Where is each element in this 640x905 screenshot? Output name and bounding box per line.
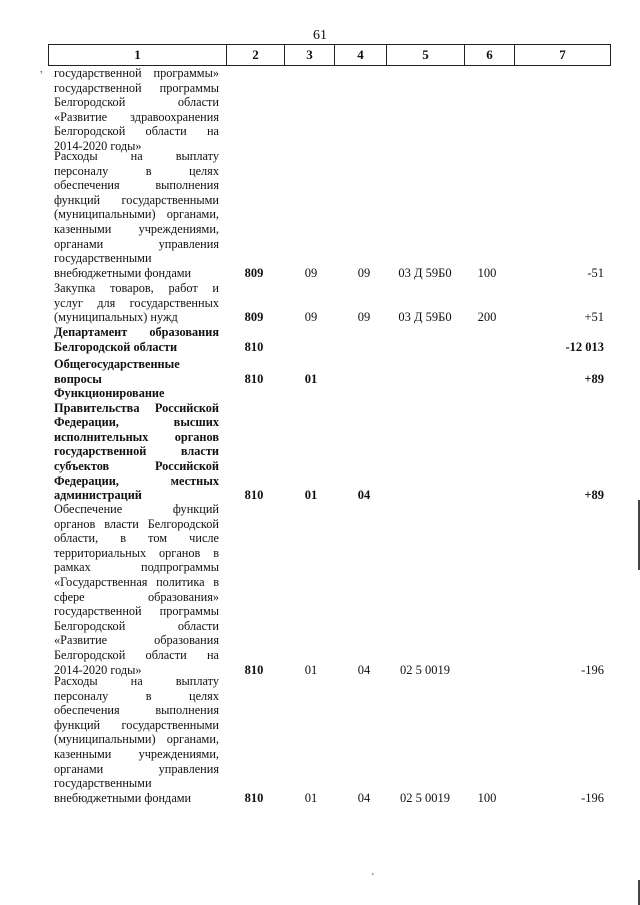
- description-line: внебюджетными фондами: [54, 790, 192, 805]
- description-line: Федерации, высших: [54, 415, 219, 430]
- margin-mark: ': [372, 872, 374, 883]
- description-line: «Развитие образования: [54, 633, 219, 648]
- cell-col4: 09: [357, 310, 371, 325]
- cell-col4: 09: [357, 265, 371, 280]
- cell-col5: 03 Д 59Б0: [398, 265, 452, 280]
- description-line: 2014-2020 годы»: [54, 662, 142, 677]
- description-line: субъектов Российской: [54, 458, 219, 473]
- cell-col2: 809: [244, 310, 264, 325]
- description-line: государственными: [54, 251, 152, 266]
- description-line: Белгородской области: [54, 618, 219, 633]
- description-line: государственными: [54, 776, 152, 791]
- column-header: 6: [465, 45, 515, 66]
- row-description: [54, 357, 219, 386]
- cell-col7: +89: [584, 371, 604, 386]
- margin-mark: ,: [40, 64, 43, 75]
- cell-col3: 01: [304, 790, 318, 805]
- description-line: Белгородской области: [54, 95, 219, 110]
- description-line: рамках подпрограммы: [54, 560, 219, 575]
- description-line: (муниципальными) органами,: [54, 732, 219, 747]
- description-line: области, в том числе: [54, 531, 219, 546]
- description-line: Расходы на выплату: [54, 674, 219, 688]
- description-line: Общегосударственные: [54, 357, 180, 371]
- cell-col5: 02 5 0019: [400, 790, 450, 805]
- cell-col6: 100: [477, 790, 497, 805]
- description-line: Белгородской области: [54, 339, 178, 354]
- cell-col2: 810: [244, 488, 264, 503]
- description-line: органами управления: [54, 761, 219, 776]
- description-line: функций государственными: [54, 717, 219, 732]
- description-line: (муниципальных) нужд: [54, 310, 178, 325]
- cell-col7: +89: [584, 488, 604, 503]
- description-line: Департамент образования: [54, 325, 219, 339]
- column-header: 3: [285, 45, 335, 66]
- column-header: 7: [515, 45, 611, 66]
- description-line: Расходы на выплату: [54, 149, 219, 163]
- cell-col7: -196: [581, 662, 604, 677]
- column-header: 4: [335, 45, 387, 66]
- cell-col7: -12 013: [565, 339, 604, 354]
- description-line: «Государственная политика в: [54, 574, 219, 589]
- description-line: «Развитие здравоохранения: [54, 109, 219, 124]
- cell-col2: 810: [244, 790, 264, 805]
- cell-col6: 100: [477, 265, 497, 280]
- page-number: 61: [313, 28, 327, 43]
- description-line: функций государственными: [54, 192, 219, 207]
- description-line: Белгородской области на: [54, 647, 219, 662]
- description-line: 2014-2020 годы»: [54, 138, 142, 153]
- description-line: персоналу в целях: [54, 163, 219, 178]
- description-line: государственной программы: [54, 80, 219, 95]
- description-line: Белгородской области на: [54, 124, 219, 139]
- description-line: услуг для государственных: [54, 295, 219, 310]
- description-line: Закупка товаров, работ и: [54, 281, 219, 295]
- cell-col3: 01: [304, 488, 318, 503]
- description-line: персоналу в целях: [54, 688, 219, 703]
- row-description: [54, 386, 219, 503]
- cell-col2: 810: [244, 371, 264, 386]
- cell-col4: 04: [357, 662, 371, 677]
- row-description: [54, 325, 219, 354]
- cell-col2: 810: [244, 662, 264, 677]
- description-line: государственной программы»: [54, 66, 219, 80]
- description-line: территориальных органов в: [54, 545, 219, 560]
- cell-col6: 200: [477, 310, 497, 325]
- cell-col3: 09: [304, 310, 318, 325]
- description-line: Федерации, местных: [54, 473, 219, 488]
- cell-col3: 01: [304, 371, 318, 386]
- cell-col3: 01: [304, 662, 318, 677]
- column-header: 2: [227, 45, 285, 66]
- cell-col2: 809: [244, 265, 264, 280]
- description-line: органов власти Белгородской: [54, 516, 219, 531]
- description-line: государственной власти: [54, 444, 219, 459]
- cell-col4: 04: [357, 790, 371, 805]
- description-line: исполнительных органов: [54, 429, 219, 444]
- description-line: Правительства Российской: [54, 400, 219, 415]
- column-header: 1: [49, 45, 227, 66]
- cell-col7: -51: [587, 265, 604, 280]
- description-line: казенными учреждениями,: [54, 221, 219, 236]
- cell-col5: 03 Д 59Б0: [398, 310, 452, 325]
- cell-col2: 810: [244, 339, 264, 354]
- cell-col4: 04: [357, 488, 371, 503]
- cell-col5: 02 5 0019: [400, 662, 450, 677]
- description-line: (муниципальными) органами,: [54, 207, 219, 222]
- column-header: 5: [387, 45, 465, 66]
- cell-col7: +51: [584, 310, 604, 325]
- description-line: вопросы: [54, 371, 102, 386]
- row-description: [54, 281, 219, 325]
- cell-col3: 09: [304, 265, 318, 280]
- description-line: администраций: [54, 488, 142, 503]
- description-line: обеспечения выполнения: [54, 703, 219, 718]
- description-line: казенными учреждениями,: [54, 746, 219, 761]
- row-description: [54, 66, 219, 154]
- description-line: сфере образования»: [54, 589, 219, 604]
- row-description: [54, 502, 219, 677]
- description-line: обеспечения выполнения: [54, 178, 219, 193]
- description-line: органами управления: [54, 236, 219, 251]
- row-description: [54, 674, 219, 805]
- description-line: государственной программы: [54, 604, 219, 619]
- description-line: Функционирование: [54, 386, 165, 400]
- row-description: [54, 149, 219, 280]
- description-line: Обеспечение функций: [54, 502, 219, 516]
- description-line: внебюджетными фондами: [54, 265, 192, 280]
- cell-col7: -196: [581, 790, 604, 805]
